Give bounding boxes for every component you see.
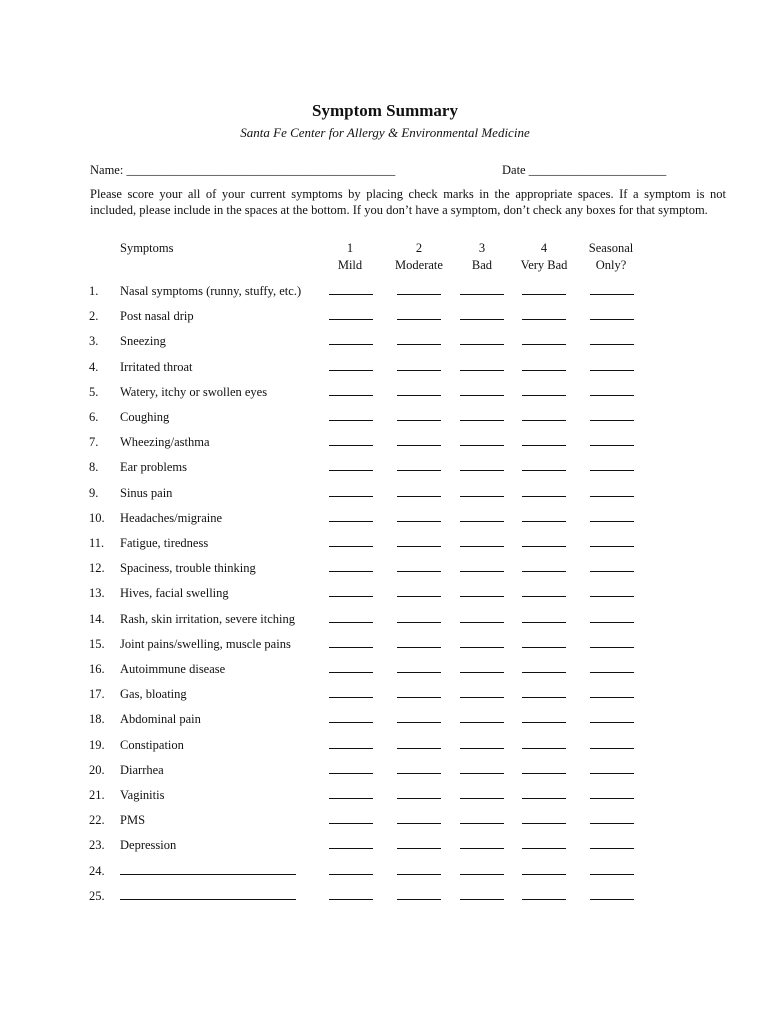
bad-checkmark-blank[interactable] xyxy=(460,395,504,396)
symptom-number: 24. xyxy=(89,863,105,878)
bad-column-header xyxy=(455,240,509,274)
moderate-checkmark-blank[interactable] xyxy=(397,748,441,749)
document-title: Symptom Summary xyxy=(312,101,458,120)
symptom-label: Rash, skin irritation, severe itching xyxy=(120,611,295,626)
mild-checkmark-blank[interactable] xyxy=(329,344,373,345)
seasonal-checkmark-blank[interactable] xyxy=(590,773,634,774)
mild-checkmark-blank[interactable] xyxy=(329,848,373,849)
very-bad-checkmark-blank[interactable] xyxy=(522,294,566,295)
seasonal-checkmark-blank[interactable] xyxy=(590,596,634,597)
very-bad-column-number: 4 xyxy=(540,241,548,255)
very-bad-checkmark-blank[interactable] xyxy=(522,596,566,597)
bad-checkmark-blank[interactable] xyxy=(460,773,504,774)
mild-checkmark-blank[interactable] xyxy=(329,622,373,623)
mild-checkmark-blank[interactable] xyxy=(329,748,373,749)
seasonal-checkmark-blank[interactable] xyxy=(590,470,634,471)
mild-checkmark-blank[interactable] xyxy=(329,445,373,446)
seasonal-checkmark-blank[interactable] xyxy=(590,521,634,522)
symptom-number: 8. xyxy=(89,460,99,475)
symptom-label: Sinus pain xyxy=(120,485,173,500)
moderate-checkmark-blank[interactable] xyxy=(397,370,441,371)
seasonal-checkmark-blank[interactable] xyxy=(590,697,634,698)
mild-checkmark-blank[interactable] xyxy=(329,294,373,295)
symptom-row xyxy=(0,838,770,858)
symptom-label: PMS xyxy=(120,813,146,828)
symptom-row xyxy=(0,511,770,531)
very-bad-column-header xyxy=(512,240,576,274)
moderate-checkmark-blank[interactable] xyxy=(397,294,441,295)
seasonal-checkmark-blank[interactable] xyxy=(590,798,634,799)
symptom-row xyxy=(0,435,770,455)
moderate-column-number: 2 xyxy=(415,241,423,255)
moderate-checkmark-blank[interactable] xyxy=(397,420,441,421)
symptom-label: Watery, itchy or swollen eyes xyxy=(120,384,268,399)
mild-checkmark-blank[interactable] xyxy=(329,470,373,471)
moderate-column-header xyxy=(386,240,452,274)
very-bad-checkmark-blank[interactable] xyxy=(522,848,566,849)
very-bad-checkmark-blank[interactable] xyxy=(522,823,566,824)
symptom-number: 9. xyxy=(89,485,99,500)
mild-checkmark-blank[interactable] xyxy=(329,496,373,497)
symptom-row xyxy=(0,586,770,606)
very-bad-checkmark-blank[interactable] xyxy=(522,773,566,774)
symptom-number: 12. xyxy=(89,561,105,576)
mild-checkmark-blank[interactable] xyxy=(329,798,373,799)
moderate-checkmark-blank[interactable] xyxy=(397,647,441,648)
symptom-number: 5. xyxy=(89,384,99,399)
symptom-row xyxy=(0,788,770,808)
symptom-label: Gas, bloating xyxy=(120,687,187,702)
bad-checkmark-blank[interactable] xyxy=(460,521,504,522)
symptom-row xyxy=(0,889,770,909)
very-bad-checkmark-blank[interactable] xyxy=(522,370,566,371)
bad-checkmark-blank[interactable] xyxy=(460,722,504,723)
mild-checkmark-blank[interactable] xyxy=(329,874,373,875)
seasonal-column-title: Seasonal xyxy=(588,241,634,255)
mild-checkmark-blank[interactable] xyxy=(329,722,373,723)
very-bad-checkmark-blank[interactable] xyxy=(522,344,566,345)
very-bad-checkmark-blank[interactable] xyxy=(522,899,566,900)
symptom-row xyxy=(0,385,770,405)
symptom-number: 16. xyxy=(89,662,105,676)
very-bad-checkmark-blank[interactable] xyxy=(522,319,566,320)
symptom-label: Ear problems xyxy=(120,460,187,475)
moderate-checkmark-blank[interactable] xyxy=(397,622,441,623)
symptom-number: 19. xyxy=(89,737,105,752)
symptom-number: 4. xyxy=(89,359,99,374)
bad-checkmark-blank[interactable] xyxy=(460,848,504,849)
symptom-number: 13. xyxy=(89,586,105,601)
moderate-checkmark-blank[interactable] xyxy=(397,470,441,471)
symptom-number: 6. xyxy=(89,410,99,424)
seasonal-checkmark-blank[interactable] xyxy=(590,571,634,572)
moderate-checkmark-blank[interactable] xyxy=(397,571,441,572)
symptom-row xyxy=(0,763,770,783)
mild-checkmark-blank[interactable] xyxy=(329,370,373,371)
bad-checkmark-blank[interactable] xyxy=(460,874,504,875)
very-bad-checkmark-blank[interactable] xyxy=(522,697,566,698)
bad-checkmark-blank[interactable] xyxy=(460,420,504,421)
symptom-label: Vaginitis xyxy=(120,788,165,802)
moderate-checkmark-blank[interactable] xyxy=(397,874,441,875)
very-bad-column-label: Very Bad xyxy=(520,258,568,272)
moderate-checkmark-blank[interactable] xyxy=(397,697,441,698)
mild-checkmark-blank[interactable] xyxy=(329,647,373,648)
moderate-checkmark-blank[interactable] xyxy=(397,445,441,446)
bad-checkmark-blank[interactable] xyxy=(460,697,504,698)
symptom-label: Fatigue, tiredness xyxy=(120,536,209,550)
symptom-row xyxy=(0,460,770,480)
bad-checkmark-blank[interactable] xyxy=(460,596,504,597)
symptom-label: Headaches/migraine xyxy=(120,510,223,525)
moderate-checkmark-blank[interactable] xyxy=(397,395,441,396)
symptom-label: Hives, facial swelling xyxy=(120,586,229,601)
seasonal-checkmark-blank[interactable] xyxy=(590,546,634,547)
mild-checkmark-blank[interactable] xyxy=(329,596,373,597)
bad-checkmark-blank[interactable] xyxy=(460,798,504,799)
symptom-number: 21. xyxy=(89,788,105,802)
mild-column-header xyxy=(320,240,380,274)
seasonal-checkmark-blank[interactable] xyxy=(590,420,634,421)
seasonal-checkmark-blank[interactable] xyxy=(590,748,634,749)
symptom-row xyxy=(0,687,770,707)
very-bad-checkmark-blank[interactable] xyxy=(522,874,566,875)
symptom-row xyxy=(0,864,770,884)
symptom-number: 2. xyxy=(89,309,99,324)
symptom-number: 25. xyxy=(89,888,105,903)
symptom-row xyxy=(0,309,770,329)
symptom-row xyxy=(0,662,770,682)
bad-checkmark-blank[interactable] xyxy=(460,445,504,446)
symptom-number: 23. xyxy=(89,838,105,853)
symptom-number: 18. xyxy=(89,712,105,727)
symptom-number: 17. xyxy=(89,687,105,702)
mild-checkmark-blank[interactable] xyxy=(329,420,373,421)
moderate-checkmark-blank[interactable] xyxy=(397,319,441,320)
mild-checkmark-blank[interactable] xyxy=(329,899,373,900)
symptom-row xyxy=(0,284,770,304)
symptom-row xyxy=(0,536,770,556)
very-bad-checkmark-blank[interactable] xyxy=(522,420,566,421)
bad-checkmark-blank[interactable] xyxy=(460,571,504,572)
custom-symptom-field[interactable] xyxy=(120,899,296,900)
bad-column-label: Bad xyxy=(471,258,493,272)
symptom-row xyxy=(0,637,770,657)
seasonal-checkmark-blank[interactable] xyxy=(590,344,634,345)
symptom-row xyxy=(0,486,770,506)
bad-checkmark-blank[interactable] xyxy=(460,370,504,371)
mild-column-number: 1 xyxy=(346,241,354,255)
instructions-text: Please score your all of your current symptoms by placing check marks in the appropriate spaces. If a symptom is not included, please include in the spaces at the bottom. If you don’t have a symptom, don’t check any boxes for that symptom. xyxy=(90,187,726,217)
symptom-label: Irritated throat xyxy=(120,359,193,374)
document-subtitle: Santa Fe Center for Allergy & Environmental Medicine xyxy=(240,125,530,140)
symptom-row xyxy=(0,813,770,833)
symptom-number: 3. xyxy=(89,334,99,349)
very-bad-checkmark-blank[interactable] xyxy=(522,470,566,471)
symptom-label: Depression xyxy=(120,838,177,853)
seasonal-checkmark-blank[interactable] xyxy=(590,823,634,824)
symptom-label: Joint pains/swelling, muscle pains xyxy=(120,636,291,651)
very-bad-checkmark-blank[interactable] xyxy=(522,571,566,572)
moderate-checkmark-blank[interactable] xyxy=(397,546,441,547)
bad-checkmark-blank[interactable] xyxy=(460,647,504,648)
symptom-number: 14. xyxy=(89,611,105,626)
mild-checkmark-blank[interactable] xyxy=(329,571,373,572)
symptom-number: 22. xyxy=(89,813,105,828)
moderate-checkmark-blank[interactable] xyxy=(397,672,441,673)
bad-checkmark-blank[interactable] xyxy=(460,496,504,497)
seasonal-column-label: Only? xyxy=(595,258,627,272)
symptom-label: Diarrhea xyxy=(120,762,164,777)
seasonal-checkmark-blank[interactable] xyxy=(590,899,634,900)
seasonal-checkmark-blank[interactable] xyxy=(590,848,634,849)
bad-checkmark-blank[interactable] xyxy=(460,344,504,345)
moderate-checkmark-blank[interactable] xyxy=(397,848,441,849)
moderate-checkmark-blank[interactable] xyxy=(397,773,441,774)
symptom-label: Nasal symptoms (runny, stuffy, etc.) xyxy=(120,284,302,298)
symptom-number: 1. xyxy=(89,284,99,298)
very-bad-checkmark-blank[interactable] xyxy=(522,496,566,497)
seasonal-checkmark-blank[interactable] xyxy=(590,294,634,295)
mild-checkmark-blank[interactable] xyxy=(329,697,373,698)
moderate-checkmark-blank[interactable] xyxy=(397,496,441,497)
symptom-label: Autoimmune disease xyxy=(120,662,226,676)
very-bad-checkmark-blank[interactable] xyxy=(522,521,566,522)
very-bad-checkmark-blank[interactable] xyxy=(522,647,566,648)
moderate-checkmark-blank[interactable] xyxy=(397,521,441,522)
seasonal-checkmark-blank[interactable] xyxy=(590,319,634,320)
very-bad-checkmark-blank[interactable] xyxy=(522,622,566,623)
custom-symptom-field[interactable] xyxy=(120,874,296,875)
moderate-checkmark-blank[interactable] xyxy=(397,722,441,723)
very-bad-checkmark-blank[interactable] xyxy=(522,798,566,799)
mild-checkmark-blank[interactable] xyxy=(329,672,373,673)
symptom-number: 7. xyxy=(89,435,99,450)
seasonal-checkmark-blank[interactable] xyxy=(590,622,634,623)
bad-checkmark-blank[interactable] xyxy=(460,294,504,295)
moderate-checkmark-blank[interactable] xyxy=(397,798,441,799)
symptom-number: 10. xyxy=(89,510,105,525)
seasonal-checkmark-blank[interactable] xyxy=(590,672,634,673)
mild-checkmark-blank[interactable] xyxy=(329,773,373,774)
moderate-checkmark-blank[interactable] xyxy=(397,823,441,824)
seasonal-checkmark-blank[interactable] xyxy=(590,874,634,875)
very-bad-checkmark-blank[interactable] xyxy=(522,748,566,749)
bad-column-number: 3 xyxy=(478,241,486,255)
very-bad-checkmark-blank[interactable] xyxy=(522,672,566,673)
mild-checkmark-blank[interactable] xyxy=(329,395,373,396)
bad-checkmark-blank[interactable] xyxy=(460,899,504,900)
symptom-label: Wheezing/asthma xyxy=(120,435,210,450)
mild-checkmark-blank[interactable] xyxy=(329,546,373,547)
symptom-row xyxy=(0,712,770,732)
bad-checkmark-blank[interactable] xyxy=(460,672,504,673)
bad-checkmark-blank[interactable] xyxy=(460,546,504,547)
bad-checkmark-blank[interactable] xyxy=(460,622,504,623)
name-field[interactable]: Name: ___________________________________________ xyxy=(90,163,396,177)
symptom-row xyxy=(0,738,770,758)
symptoms-column-header: Symptoms xyxy=(120,241,174,255)
mild-checkmark-blank[interactable] xyxy=(329,521,373,522)
bad-checkmark-blank[interactable] xyxy=(460,823,504,824)
symptom-row xyxy=(0,410,770,430)
bad-checkmark-blank[interactable] xyxy=(460,748,504,749)
seasonal-checkmark-blank[interactable] xyxy=(590,647,634,648)
seasonal-checkmark-blank[interactable] xyxy=(590,496,634,497)
bad-checkmark-blank[interactable] xyxy=(460,319,504,320)
symptom-label: Post nasal drip xyxy=(120,309,194,324)
moderate-checkmark-blank[interactable] xyxy=(397,344,441,345)
symptom-label: Sneezing xyxy=(120,334,166,349)
mild-column-label: Mild xyxy=(337,258,363,272)
mild-checkmark-blank[interactable] xyxy=(329,319,373,320)
date-field[interactable]: Date ______________________ xyxy=(502,163,667,177)
moderate-column-label: Moderate xyxy=(395,258,443,272)
very-bad-checkmark-blank[interactable] xyxy=(522,546,566,547)
moderate-checkmark-blank[interactable] xyxy=(397,596,441,597)
symptom-label: Coughing xyxy=(120,410,170,424)
symptom-label: Constipation xyxy=(120,737,184,752)
symptom-number: 15. xyxy=(89,636,105,651)
seasonal-checkmark-blank[interactable] xyxy=(590,722,634,723)
symptom-label: Abdominal pain xyxy=(120,712,201,727)
seasonal-checkmark-blank[interactable] xyxy=(590,370,634,371)
mild-checkmark-blank[interactable] xyxy=(329,823,373,824)
seasonal-checkmark-blank[interactable] xyxy=(590,395,634,396)
symptom-number: 20. xyxy=(89,762,105,777)
symptom-label: Spaciness, trouble thinking xyxy=(120,561,256,576)
symptom-row xyxy=(0,612,770,632)
very-bad-checkmark-blank[interactable] xyxy=(522,395,566,396)
moderate-checkmark-blank[interactable] xyxy=(397,899,441,900)
seasonal-checkmark-blank[interactable] xyxy=(590,445,634,446)
symptom-number: 11. xyxy=(89,536,105,550)
very-bad-checkmark-blank[interactable] xyxy=(522,722,566,723)
symptom-row xyxy=(0,360,770,380)
symptom-row xyxy=(0,334,770,354)
symptom-row xyxy=(0,561,770,581)
very-bad-checkmark-blank[interactable] xyxy=(522,445,566,446)
bad-checkmark-blank[interactable] xyxy=(460,470,504,471)
seasonal-column-header xyxy=(580,240,642,274)
